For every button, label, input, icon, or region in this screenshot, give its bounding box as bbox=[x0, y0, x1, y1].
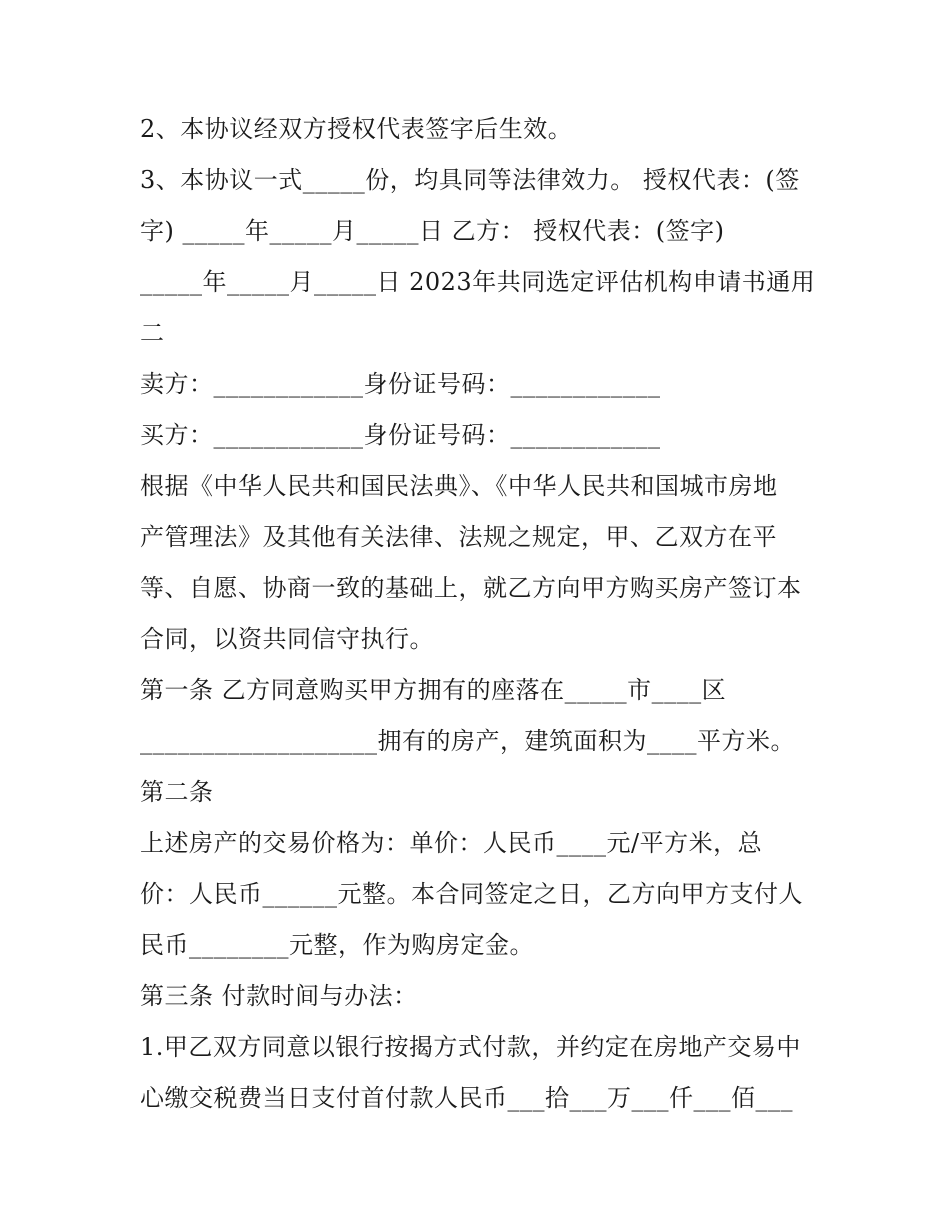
text-line: 3、本协议一式_____份，均具同等法律效力。 授权代表：(签 bbox=[140, 166, 800, 194]
text-line: ___________________拥有的房产，建筑面积为____平方米。 bbox=[140, 727, 795, 755]
text-line: 根据《中华人民共和国民法典》、《中华人民共和国城市房地 bbox=[140, 472, 778, 500]
text-line: 心缴交税费当日支付首付款人民币___拾___万___仟___佰___ bbox=[140, 1084, 793, 1112]
article-two-heading: 第二条 bbox=[140, 778, 214, 806]
buyer-line: 买方：____________身份证号码：____________ bbox=[140, 421, 661, 449]
text-line: 民币________元整，作为购房定金。 bbox=[140, 931, 534, 959]
text-line: 字) _____年_____月_____日 乙方： 授权代表：(签字) bbox=[140, 217, 725, 245]
article-three-heading: 第三条 付款时间与办法： bbox=[140, 982, 418, 1010]
text-line: 等、自愿、协商一致的基础上，就乙方向甲方购买房产签订本 bbox=[140, 574, 802, 602]
text-line: 产管理法》及其他有关法律、法规之规定，甲、乙双方在平 bbox=[140, 523, 777, 551]
text-line: 价：人民币______元整。本合同签定之日，乙方向甲方支付人 bbox=[140, 880, 803, 908]
text-line: _____年_____月_____日 2023年共同选定评估机构申请书通用 bbox=[140, 268, 816, 296]
text-line: 上述房产的交易价格为：单价：人民币____元/平方米，总 bbox=[140, 829, 763, 857]
text-line: 二 bbox=[140, 319, 165, 347]
text-line: 1.甲乙双方同意以银行按揭方式付款，并约定在房地产交易中 bbox=[140, 1033, 801, 1061]
article-one-line: 第一条 乙方同意购买甲方拥有的座落在_____市____区 bbox=[140, 676, 727, 704]
text-line: 2、本协议经双方授权代表签字后生效。 bbox=[140, 115, 573, 143]
seller-line: 卖方：____________身份证号码：____________ bbox=[140, 370, 661, 398]
text-line: 合同，以资共同信守执行。 bbox=[140, 625, 434, 653]
